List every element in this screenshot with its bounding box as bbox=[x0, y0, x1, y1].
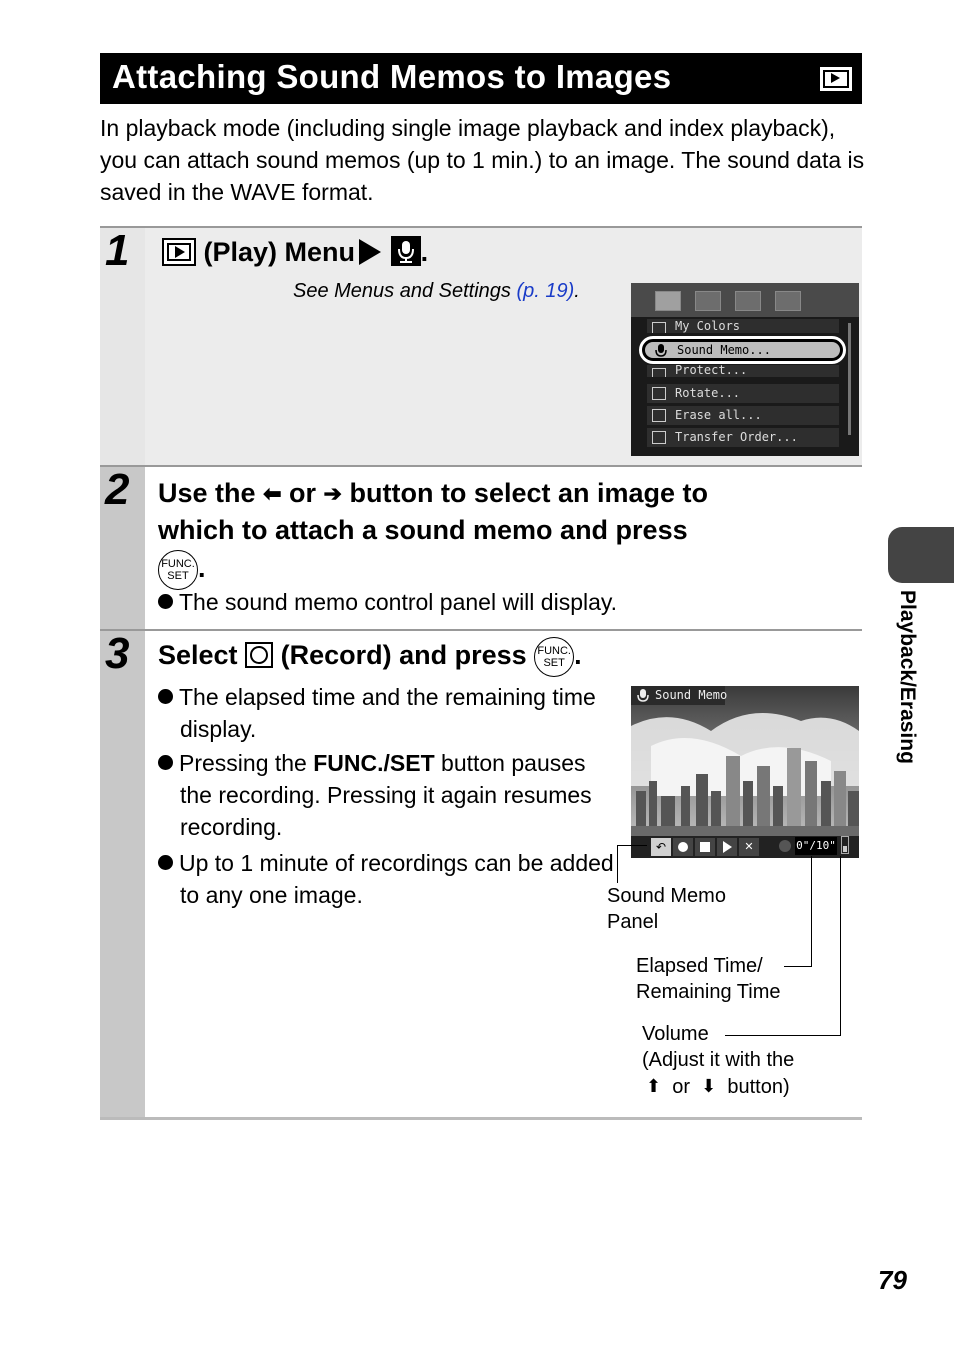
see-reference bbox=[293, 280, 580, 303]
record-icon bbox=[245, 642, 273, 668]
heading-part: button to select an image to bbox=[349, 478, 709, 508]
heading-period: . bbox=[420, 237, 429, 267]
record-button bbox=[673, 838, 693, 856]
heading-part: Select bbox=[158, 640, 238, 671]
sound-memo-screen bbox=[631, 686, 859, 858]
chapter-tab bbox=[888, 527, 954, 583]
func-set-button-icon: FUNC. SET bbox=[158, 550, 198, 590]
recording-indicator-icon bbox=[779, 840, 791, 852]
menu-item-rotate: Rotate... bbox=[647, 384, 839, 403]
heading-part: Use the bbox=[158, 478, 256, 508]
play-tab-icon bbox=[655, 291, 681, 311]
step-heading bbox=[158, 475, 708, 590]
print-tab-icon bbox=[695, 291, 721, 311]
down-arrow-icon: ⬇︎ bbox=[701, 1076, 717, 1096]
section-title-bar bbox=[100, 53, 862, 104]
my-camera-tab-icon bbox=[775, 291, 801, 311]
step-number: 2 bbox=[105, 465, 130, 514]
heading-line-2: which to attach a sound memo and press bbox=[158, 515, 688, 545]
step-2 bbox=[100, 465, 862, 629]
menu-item-protect: Protect... bbox=[647, 365, 839, 377]
play-menu-label: (Play) Menu bbox=[203, 237, 356, 267]
bullet-item: The sound memo control panel will display. bbox=[158, 586, 617, 618]
back-icon: ↶ bbox=[651, 838, 671, 856]
heading-period: . bbox=[574, 640, 582, 671]
bullet-item: The elapsed time and the remaining time display. bbox=[158, 681, 620, 745]
step-heading bbox=[162, 236, 428, 268]
bullet-item: Pressing the FUNC./SET button pauses the recording. Pressing it again resumes recording. bbox=[158, 747, 620, 843]
callout-elapsed-time: Elapsed Time/ Remaining Time bbox=[636, 955, 781, 1003]
up-arrow-icon: ⬆︎ bbox=[646, 1076, 662, 1096]
elapsed-time-display: 0"/10" bbox=[795, 837, 837, 855]
step-number: 1 bbox=[105, 226, 130, 275]
menu-item-sound-memo-selected bbox=[639, 336, 846, 364]
setup-tab-icon bbox=[735, 291, 761, 311]
mic-icon bbox=[655, 343, 667, 359]
see-text: See Menus and Settings bbox=[293, 280, 517, 302]
chapter-label: Playback/Erasing bbox=[896, 590, 919, 764]
menu-item-erase-all: Erase all... bbox=[647, 406, 839, 425]
menu-item-my-colors: My Colors bbox=[647, 319, 839, 333]
func-set-button-icon: FUNC. SET bbox=[534, 637, 574, 677]
play-menu-icon bbox=[162, 238, 196, 266]
heading-period: . bbox=[198, 553, 206, 584]
play-mode-icon bbox=[819, 66, 853, 92]
bullet-item: Up to 1 minute of recordings can be added to any one image. bbox=[158, 847, 620, 911]
heading-or: or bbox=[289, 478, 317, 508]
mic-icon bbox=[637, 689, 649, 704]
intro-paragraph: In playback mode (including single image playback and index playback), you can attach sound memos (up to 1 min.) to an image. The sound data is saved in the WAVE format. bbox=[100, 115, 865, 205]
stop-button bbox=[695, 838, 715, 856]
page-number: 79 bbox=[878, 1265, 907, 1295]
erase-icon: ✕ bbox=[739, 838, 759, 856]
step-number: 3 bbox=[105, 629, 130, 678]
sound-memo-icon bbox=[391, 236, 421, 266]
play-button bbox=[717, 838, 737, 856]
sound-memo-screen-label: Sound Memo bbox=[655, 688, 728, 702]
see-end: . bbox=[574, 280, 580, 302]
callout-volume: Volume (Adjust it with the ⬆︎ or ⬇︎ button) bbox=[642, 1023, 795, 1098]
sound-memo-panel bbox=[651, 838, 761, 856]
left-arrow-icon: ⬅︎ bbox=[263, 481, 282, 506]
menu-arrow-icon bbox=[359, 239, 381, 265]
volume-gauge bbox=[841, 836, 849, 854]
sound-memo-item-label: Sound Memo... bbox=[677, 343, 771, 357]
page-link[interactable]: (p. 19) bbox=[516, 280, 575, 302]
right-arrow-icon: ➔ bbox=[323, 481, 342, 506]
heading-part: (Record) and press bbox=[280, 640, 527, 671]
camera-menu-screen bbox=[631, 283, 859, 456]
callout-sound-memo-panel: Sound Memo Panel bbox=[607, 885, 726, 933]
menu-item-transfer-order: Transfer Order... bbox=[647, 428, 839, 447]
step-heading bbox=[158, 637, 582, 677]
page-title: Attaching Sound Memos to Images bbox=[112, 58, 672, 95]
